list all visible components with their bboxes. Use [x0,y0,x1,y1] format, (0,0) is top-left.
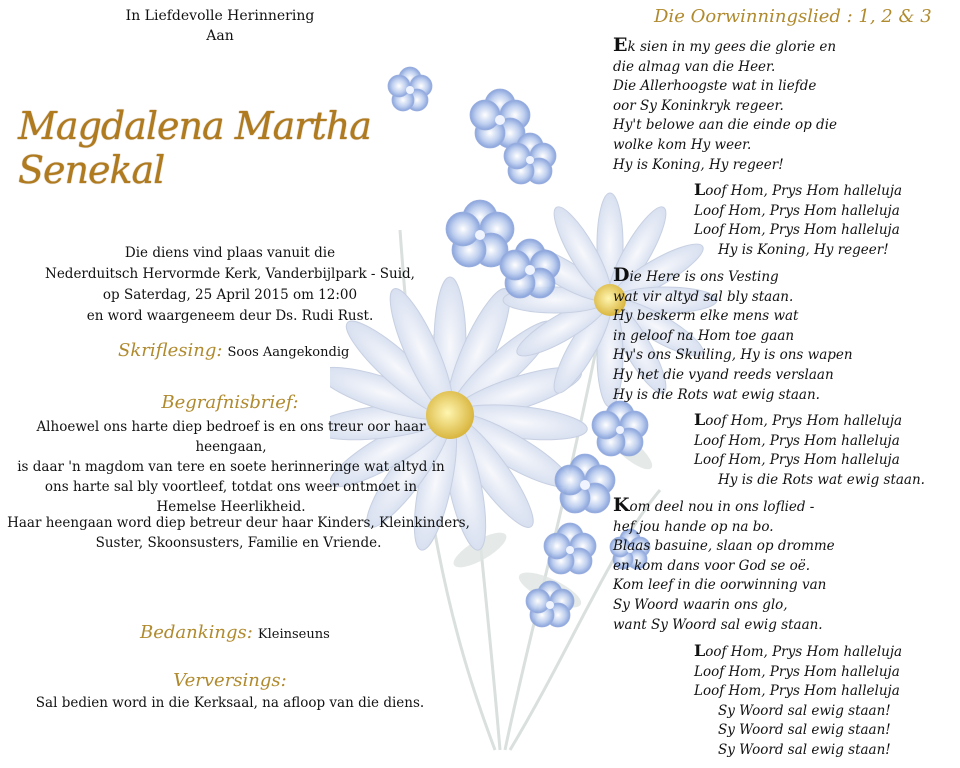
hymn-verse-1 [613,36,933,175]
begrafnisbrief-line: is daar 'n magdom van tere en soete herinneringe wat altyd in [17,459,445,475]
chorus-line: oof Hom, Prys Hom halleluja [705,644,903,660]
service-line-2: Nederduitsch Hervormde Kerk, Vanderbijlpark - Suid, [45,266,415,282]
hymn-verse-2 [613,266,933,405]
chorus-line: Sy Woord sal ewig staan! [718,702,891,719]
chorus-line: Sy Woord sal ewig staan! [718,741,891,758]
verversings-title: Verversings: [173,670,287,691]
deceased-name: Magdalena Martha Senekal [18,104,371,192]
service-line-3: op Saterdag, 25 April 2015 om 12:00 [102,287,358,303]
hymn-chorus-2 [694,410,954,490]
chorus-line: oof Hom, Prys Hom halleluja [705,413,903,429]
begrafnisbrief-line: ons harte sal bly voortleef, totdat ons weer ontmoet in [44,479,418,495]
chorus-line: oof Hom, Prys Hom halleluja [705,183,903,199]
bedankings-label: Bedankings: [140,622,253,643]
chorus-initial: L [694,410,706,429]
service-line-4: en word waargeneem deur Ds. Rudi Rust. [86,308,374,324]
chorus-line: Loof Hom, Prys Hom halleluja [694,202,900,219]
memory-heading-line1: In Liefdevolle Herinnering [125,8,315,24]
begrafnisbrief-title: Begrafnisbrief: [161,392,299,413]
chorus-line: Loof Hom, Prys Hom halleluja [694,663,900,680]
bedankings-row [140,622,440,643]
verse-line: Kom leef in die oorwinning van [613,577,827,594]
verse-line: Die Allerhoogste wat in liefde [613,78,817,95]
verse-line: hef jou hande op na bo. [613,518,774,535]
memory-heading-line2: Aan [206,28,234,44]
mourners-line: Haar heengaan word diep betreur deur haar Kinders, Kleinkinders, [7,515,470,531]
verse-line: wat vir altyd sal bly staan. [613,288,794,305]
service-line-1: Die diens vind plaas vanuit die [124,245,336,261]
chorus-line: Loof Hom, Prys Hom halleluja [694,432,900,449]
chorus-line: Loof Hom, Prys Hom halleluja [694,222,900,239]
verversings-text: Sal bedien word in die Kerksaal, na afloop van die diens. [35,695,425,711]
verse-initial: D [613,264,630,286]
verse-line: want Sy Woord sal ewig staan. [613,616,823,633]
mourners-line: Suster, Skoonsusters, Familie en Vriende. [95,535,382,551]
verse-initial: K [613,494,630,516]
verse-line: wolke kom Hy weer. [613,136,752,153]
hymn-chorus-1 [694,180,954,260]
hymn-chorus-3 [694,641,954,761]
skriflesing-row [118,340,418,361]
chorus-line: Hy is Koning, Hy regeer! [718,241,889,258]
verse-initial: E [613,34,628,56]
chorus-line: Loof Hom, Prys Hom halleluja [694,683,900,700]
verse-line: Blaas basuine, slaan op dromme [613,538,835,555]
mourners-text [6,513,471,553]
verse-line: Hy beskerm elke mens wat [613,308,799,325]
begrafnisbrief-line: Alhoewel ons harte diep bedroef is en ons treur oor haar heengaan, [36,419,426,455]
skriflesing-value: Soos Aangekondig [227,345,350,360]
chorus-initial: L [694,180,706,199]
verse-line: en kom dans voor God se oë. [613,557,811,574]
begrafnisbrief-text [6,417,456,517]
verse-line: Hy is die Rots wat ewig staan. [613,386,820,403]
begrafnisbrief-line: Hemelse Heerlikheid. [156,499,306,515]
hymn-verse-3 [613,496,933,635]
verse-line: Sy Woord waarin ons glo, [613,596,788,613]
verse-line: die almag van die Heer. [613,58,776,75]
verse-line: ie Here is ons Vesting [629,269,779,285]
verse-line: Hy's ons Skuiling, Hy is ons wapen [613,347,853,364]
verse-line: oor Sy Koninkryk regeer. [613,97,784,114]
bedankings-value: Kleinseuns [257,627,330,642]
memory-heading [70,6,370,46]
service-info [30,243,430,327]
verse-line: in geloof na Hom toe gaan [613,327,795,344]
verse-line: Hy is Koning, Hy regeer! [613,156,784,173]
skriflesing-label: Skriflesing: [118,340,223,361]
chorus-line: Hy is die Rots wat ewig staan. [718,471,925,488]
verse-line: om deel nou in ons loflied - [629,499,815,515]
chorus-line: Loof Hom, Prys Hom halleluja [694,452,900,469]
verse-line: Hy't belowe aan die einde op die [613,117,837,134]
verse-line: k sien in my gees die glorie en [627,39,837,55]
chorus-initial: L [694,641,706,660]
hymn-title: Die Oorwinningslied : 1, 2 & 3 [654,6,932,27]
verse-line: Hy het die vyand reeds verslaan [613,366,834,383]
chorus-line: Sy Woord sal ewig staan! [718,722,891,739]
